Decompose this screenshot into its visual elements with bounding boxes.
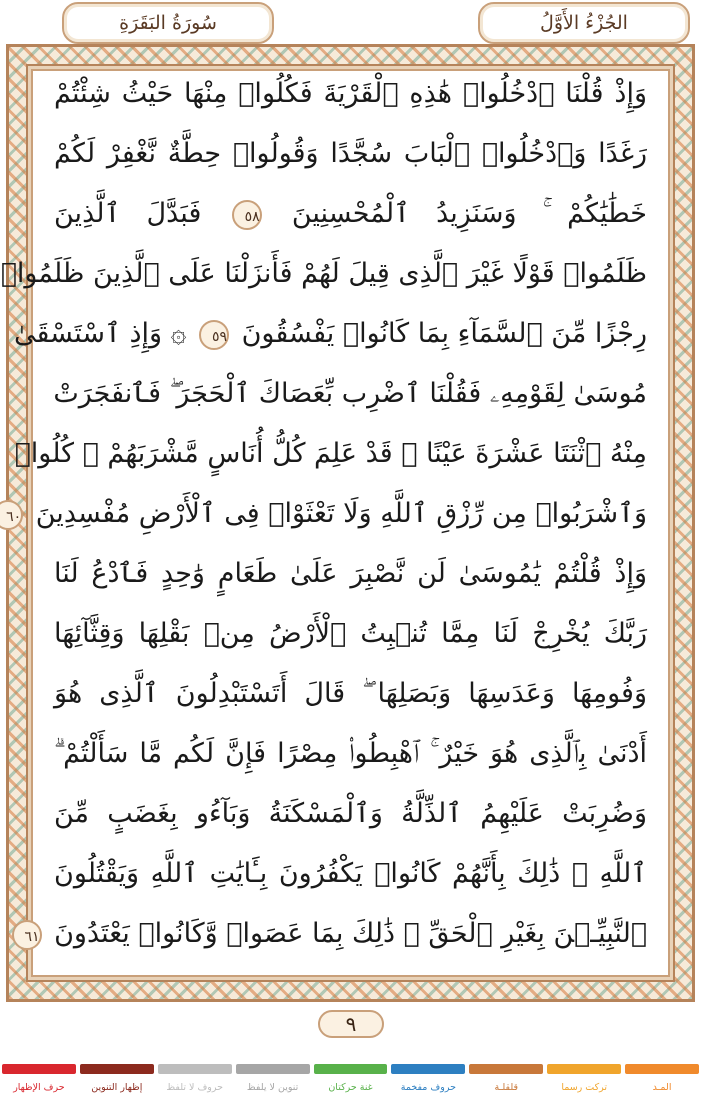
verse-text: رِجْزًا مِّنَ ٱلسَّمَآءِ بِمَا كَانُوا۟ يَفْسُقُونَ <box>241 318 647 349</box>
page-number: ٩ <box>318 1010 384 1038</box>
verse-line <box>54 190 647 238</box>
verse-text: مِنْهُ ٱثْنَتَا عَشْرَةَ عَيْنًا ۖ قَدْ عَلِمَ كُلُّ أُنَاسٍ مَّشْرَبَهُمْ ۖ كُلُوا۟ <box>14 438 647 469</box>
legend-color-bar <box>236 1064 310 1074</box>
verse-line <box>14 430 647 478</box>
legend-item <box>0 1064 78 1101</box>
tajweed-legend <box>0 1064 701 1101</box>
ayah-number-marker: ٥٩ <box>199 320 229 350</box>
verse-text: أَدْنَىٰ بِٱلَّذِى هُوَ خَيْرٌ ۚ ٱهْبِطُوا۟ مِصْرًا فَإِنَّ لَكُم مَّا سَأَلْتُمْ ۗ <box>54 738 647 769</box>
ayah-number-marker: ٥٨ <box>232 200 262 230</box>
legend-color-bar <box>314 1064 388 1074</box>
verse-line <box>54 370 647 418</box>
verse-line <box>54 850 647 898</box>
verse-text: ٱلنَّبِيِّـۧنَ بِغَيْرِ ٱلْحَقِّ ۗ ذَٰلِكَ بِمَا عَصَوا۟ وَّكَانُوا۟ يَعْتَدُونَ <box>54 918 647 949</box>
verse-line <box>0 250 647 298</box>
verse-text: وَفُومِهَا وَعَدَسِهَا وَبَصَلِهَا ۖ قَالَ أَتَسْتَبْدِلُونَ ٱلَّذِى هُوَ <box>54 678 647 709</box>
verse-line <box>54 790 647 838</box>
legend-item <box>78 1064 156 1101</box>
ayah-number-marker: ٦١ <box>12 920 42 950</box>
verse-text: رَبَّكَ يُخْرِجْ لَنَا مِمَّا تُنۢبِتُ ٱلْأَرْضُ مِنۢ بَقْلِهَا وَقِثَّآئِهَا <box>54 618 647 649</box>
verse-text: وَضُرِبَتْ عَلَيْهِمُ ٱلذِّلَّةُ وَٱلْمَسْكَنَةُ وَبَآءُو بِغَضَبٍ مِّنَ <box>54 798 647 829</box>
verse-text: خَطَٰيَٰكُمْ ۚ وَسَنَزِيدُ ٱلْمُحْسِنِينَ <box>291 198 647 229</box>
verse-line <box>54 130 647 178</box>
legend-label: حروف مفخمة <box>400 1082 456 1093</box>
legend-label: حرف الإظهار <box>13 1082 65 1093</box>
legend-label: إظهار التنوين <box>91 1082 143 1093</box>
legend-item <box>389 1064 467 1101</box>
legend-color-bar <box>469 1064 543 1074</box>
verse-text: وَٱشْرَبُوا۟ مِن رِّزْقِ ٱللَّهِ وَلَا تَعْثَوْا۟ فِى ٱلْأَرْضِ مُفْسِدِينَ <box>35 498 647 529</box>
legend-item <box>545 1064 623 1101</box>
verse-text: وَإِذْ قُلْتُمْ يَٰمُوسَىٰ لَن نَّصْبِرَ عَلَىٰ طَعَامٍ وَٰحِدٍ فَٱدْعُ لَنَا <box>54 558 647 589</box>
legend-color-bar <box>2 1064 76 1074</box>
verse-line <box>54 70 647 118</box>
verse-text: ظَلَمُوا۟ قَوْلًا غَيْرَ ٱلَّذِى قِيلَ لَهُمْ فَأَنزَلْنَا عَلَى ٱلَّذِينَ ظَلَمُوا۟ <box>0 258 647 289</box>
legend-label: المـد <box>652 1082 672 1093</box>
legend-label: تركت رسما <box>561 1082 608 1093</box>
legend-item <box>234 1064 312 1101</box>
verse-text: رَغَدًا وَٱدْخُلُوا۟ ٱلْبَابَ سُجَّدًا وَقُولُوا۟ حِطَّةٌ نَّغْفِرْ لَكُمْ <box>54 138 647 169</box>
legend-item <box>623 1064 701 1101</box>
verse-line <box>24 910 647 958</box>
legend-label: قلقلـة <box>494 1082 519 1093</box>
juz-title: الجُزْءُ الأَوَّلُ <box>478 2 690 44</box>
legend-item <box>467 1064 545 1101</box>
verse-line <box>54 610 647 658</box>
legend-label: غنة حركتان <box>328 1082 373 1093</box>
verse-text: مُوسَىٰ لِقَوْمِهِۦ فَقُلْنَا ٱضْرِب بِّعَصَاكَ ٱلْحَجَرَ ۖ فَٱنفَجَرَتْ <box>53 378 647 409</box>
verse-line <box>6 490 647 538</box>
verse-line <box>14 310 647 358</box>
ayah-number-marker: ٦٠ <box>0 500 23 530</box>
verse-line <box>54 550 647 598</box>
verse-text: وَإِذْ قُلْنَا ٱدْخُلُوا۟ هَٰذِهِ ٱلْقَرْيَةَ فَكُلُوا۟ مِنْهَا حَيْثُ شِئْتُمْ <box>54 78 647 109</box>
legend-label: حروف لا تلفظ <box>166 1082 224 1093</box>
legend-color-bar <box>80 1064 154 1074</box>
verse-text: ۞ وَإِذِ ٱسْتَسْقَىٰ <box>14 318 187 349</box>
verse-line <box>54 670 647 718</box>
legend-color-bar <box>547 1064 621 1074</box>
legend-item <box>312 1064 390 1101</box>
verse-text: فَبَدَّلَ ٱلَّذِينَ <box>54 198 202 229</box>
surah-title: سُورَةُ البَقَرَةِ <box>62 2 274 44</box>
legend-color-bar <box>391 1064 465 1074</box>
verse-text: ٱللَّهِ ۗ ذَٰلِكَ بِأَنَّهُمْ كَانُوا۟ يَكْفُرُونَ بِـَٔايَٰتِ ٱللَّهِ وَيَقْتُلُونَ <box>54 858 647 889</box>
verse-line <box>54 730 647 778</box>
legend-color-bar <box>158 1064 232 1074</box>
legend-color-bar <box>625 1064 699 1074</box>
quran-text <box>0 70 647 970</box>
legend-item <box>156 1064 234 1101</box>
legend-label: تنوين لا يلفظ <box>246 1082 299 1093</box>
